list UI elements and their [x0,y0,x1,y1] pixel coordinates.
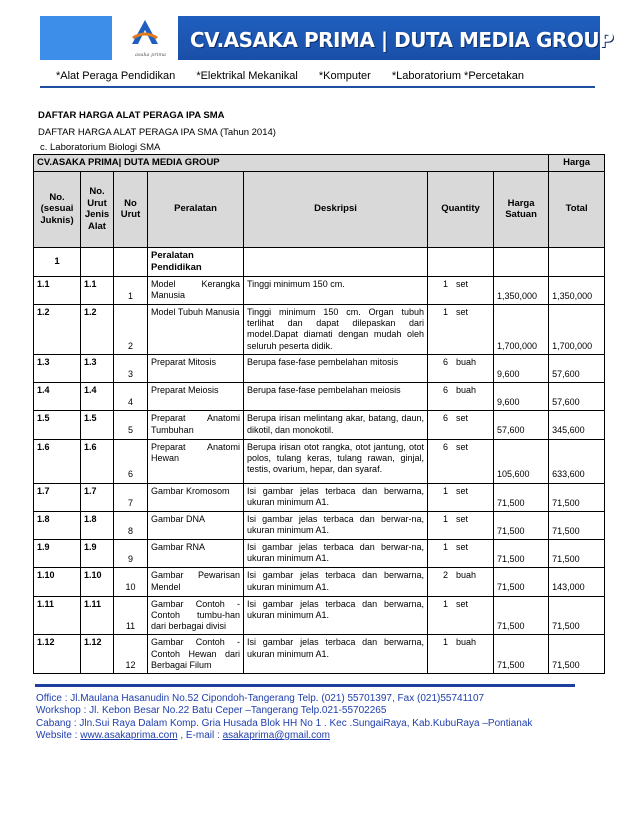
row-urut-number: 10 [114,568,148,596]
quantity-value: 6 [443,385,449,396]
email-label: , E-mail : [177,729,223,741]
footer [36,693,532,742]
footer-divider [35,684,575,687]
row-urut-number: 2 [114,304,148,354]
table-row [34,568,605,596]
quantity-value: 1 [443,306,449,317]
row-peralatan: Model Tubuh Manusia [148,304,244,354]
quantity-value: 1 [443,513,449,524]
row-jenis-number: 1.6 [81,439,114,483]
price-table [33,154,605,674]
row-deskripsi: Berupa irisan melintang akar, batang, daun, dikotil, dan monokotil. [244,411,428,439]
header-banner [40,12,614,64]
quantity-unit: buah [456,637,477,648]
row-urut-number: 4 [114,383,148,411]
row-jenis-number: 1.9 [81,540,114,568]
row-peralatan: Preparat Meiosis [148,383,244,411]
table-row [34,483,605,511]
row-deskripsi: Isi gambar jelas terbaca dan berwar-na, ukuran minimum A1. [244,540,428,568]
row-number: 1.6 [34,439,81,483]
row-jenis-number: 1.1 [81,276,114,304]
tagline-item: *Laboratorium *Percetakan [391,70,524,82]
quantity-value: 6 [443,356,449,367]
row-total: 1,700,000 [549,304,605,354]
quantity-value: 2 [443,570,449,581]
row-total: 633,600 [549,439,605,483]
quantity-unit: set [456,513,469,524]
row-quantity [428,596,494,635]
row-number: 1.9 [34,540,81,568]
row-harga-satuan: 105,600 [494,439,549,483]
row-deskripsi: Isi gambar jelas terbaca dan berwarna, ukuran minimum A1. [244,483,428,511]
row-deskripsi: Berupa fase-fase pembelahan meiosis [244,383,428,411]
table-row [34,411,605,439]
row-quantity [428,540,494,568]
row-harga-satuan: 9,600 [494,354,549,382]
table-row [34,304,605,354]
col-header-deskripsi: Deskripsi [244,171,428,247]
row-peralatan: Model Kerangka Manusia [148,276,244,304]
row-urut-number: 6 [114,439,148,483]
document-title: DAFTAR HARGA ALAT PERAGA IPA SMA [38,110,225,121]
row-harga-satuan: 57,600 [494,411,549,439]
group-number: 1 [34,247,81,276]
table-row [34,383,605,411]
row-peralatan: Gambar Contoh - Contoh tumbu-han dari berbagai divisi [148,596,244,635]
group-label: Peralatan Pendidikan [148,247,244,276]
quantity-unit: set [456,542,469,553]
row-total: 345,600 [549,411,605,439]
row-quantity [428,439,494,483]
row-number: 1.3 [34,354,81,382]
tagline-item: *Alat Peraga Pendidikan [56,70,176,82]
group-row [34,247,605,276]
company-logo-icon [130,18,160,48]
row-quantity [428,383,494,411]
row-jenis-number: 1.10 [81,568,114,596]
row-urut-number: 11 [114,596,148,635]
footer-workshop: Workshop : Jl. Kebon Besar No.22 Batu Ceper –Tangerang Telp.021-55702265 [36,705,387,717]
row-harga-satuan: 1,350,000 [494,276,549,304]
row-jenis-number: 1.12 [81,635,114,674]
row-jenis-number: 1.11 [81,596,114,635]
footer-contact [36,730,532,742]
row-peralatan: Gambar Kromosom [148,483,244,511]
row-total: 1,350,000 [549,276,605,304]
row-quantity [428,635,494,674]
footer-cabang: Cabang : Jln.Sui Raya Dalam Komp. Gria Husada Blok HH No 1 . Kec .SungaiRaya, Kab.KubuRaya –Pontianak [36,717,533,729]
row-harga-satuan: 71,500 [494,540,549,568]
quantity-value: 1 [443,485,449,496]
row-jenis-number: 1.2 [81,304,114,354]
row-urut-number: 1 [114,276,148,304]
row-total: 57,600 [549,383,605,411]
col-header-no-urut: No Urut [114,171,148,247]
tagline [56,70,596,82]
row-total: 71,500 [549,540,605,568]
row-number: 1.5 [34,411,81,439]
row-deskripsi: Isi gambar jelas terbaca dan berwarna, ukuran minimum A1. [244,635,428,674]
row-peralatan: Gambar DNA [148,511,244,539]
row-peralatan: Preparat Anatomi Hewan [148,439,244,483]
logo-caption: asaka prima [135,52,167,58]
row-quantity [428,411,494,439]
row-jenis-number: 1.7 [81,483,114,511]
website-link[interactable]: www.asakaprima.com [80,729,178,741]
col-header-total: Total [549,171,605,247]
row-deskripsi: Tinggi minimum 150 cm. [244,276,428,304]
tagline-item: *Komputer [318,70,371,82]
row-urut-number: 7 [114,483,148,511]
row-peralatan: Gambar Pewarisan Mendel [148,568,244,596]
quantity-unit: buah [456,570,477,581]
row-deskripsi: Berupa fase-fase pembelahan mitosis [244,354,428,382]
quantity-value: 1 [443,278,449,289]
row-quantity [428,354,494,382]
quantity-unit: set [456,306,469,317]
row-quantity [428,568,494,596]
row-harga-satuan: 71,500 [494,596,549,635]
row-urut-number: 12 [114,635,148,674]
quantity-unit: set [456,598,469,609]
row-urut-number: 8 [114,511,148,539]
row-urut-number: 5 [114,411,148,439]
row-deskripsi: Tinggi minimum 150 cm. Organ tubuh terlihat dan dapat dilepaskan dari model.Dapat diamati dengan mudah oleh seluruh peserta didik. [244,304,428,354]
row-urut-number: 9 [114,540,148,568]
row-harga-satuan: 71,500 [494,568,549,596]
quantity-unit: set [456,278,469,289]
tagline-item: *Elektrikal Mekanikal [196,70,298,82]
brand-name: CV.ASAKA PRIMA | DUTA MEDIA GROUP [190,28,614,52]
row-number: 1.11 [34,596,81,635]
banner-accent [40,16,120,60]
col-header-harga-satuan: Harga Satuan [494,171,549,247]
row-quantity [428,483,494,511]
row-peralatan: Gambar RNA [148,540,244,568]
document-subtitle: DAFTAR HARGA ALAT PERAGA IPA SMA (Tahun 2014) [38,127,276,138]
tagline-divider [40,86,595,88]
row-deskripsi: Isi gambar jelas terbaca dan berwarna, ukuran minimum A1. [244,568,428,596]
table-row [34,511,605,539]
quantity-value: 1 [443,542,449,553]
row-deskripsi: Isi gambar jelas terbaca dan berwar-na, ukuran minimum A1. [244,511,428,539]
row-total: 71,500 [549,511,605,539]
table-row [34,596,605,635]
row-total: 57,600 [549,354,605,382]
row-harga-satuan: 71,500 [494,483,549,511]
row-number: 1.7 [34,483,81,511]
company-header: CV.ASAKA PRIMA| DUTA MEDIA GROUP [34,155,549,172]
table-row [34,635,605,674]
row-jenis-number: 1.3 [81,354,114,382]
footer-office: Office : Jl.Maulana Hasanudin No.52 Cipondoh-Tangerang Telp. (021) 55701397, Fax (021)55741107 [36,693,485,704]
table-row [34,540,605,568]
row-jenis-number: 1.5 [81,411,114,439]
quantity-unit: buah [456,385,477,396]
harga-header: Harga [549,155,605,172]
row-harga-satuan: 71,500 [494,635,549,674]
quantity-unit: set [456,441,469,452]
row-total: 143,000 [549,568,605,596]
row-total: 71,500 [549,483,605,511]
col-header-no-urut-jenis: No. Urut Jenis Alat [81,171,114,247]
row-jenis-number: 1.8 [81,511,114,539]
row-number: 1.2 [34,304,81,354]
row-peralatan: Preparat Anatomi Tumbuhan [148,411,244,439]
col-header-quantity: Quantity [428,171,494,247]
table-row [34,354,605,382]
row-quantity [428,304,494,354]
row-deskripsi: Berupa irisan otot rangka, otot jantung, otot polos, tulang keras, tulang rawan, ginjal, testis, ovarium, hepar, dan syaraf. [244,439,428,483]
row-number: 1.4 [34,383,81,411]
row-harga-satuan: 71,500 [494,511,549,539]
row-jenis-number: 1.4 [81,383,114,411]
row-harga-satuan: 1,700,000 [494,304,549,354]
quantity-unit: set [456,485,469,496]
row-peralatan: Gambar Contoh - Contoh Hewan dari Berbagai Filum [148,635,244,674]
email-link[interactable]: asakaprima@gmail.com [222,729,330,741]
row-peralatan: Preparat Mitosis [148,354,244,382]
row-quantity [428,276,494,304]
quantity-value: 6 [443,441,449,452]
document-section: c. Laboratorium Biologi SMA [40,142,161,153]
row-number: 1.8 [34,511,81,539]
row-number: 1.12 [34,635,81,674]
col-header-peralatan: Peralatan [148,171,244,247]
row-total: 71,500 [549,635,605,674]
row-quantity [428,511,494,539]
quantity-unit: buah [456,356,477,367]
table-row [34,439,605,483]
quantity-value: 1 [443,637,449,648]
row-number: 1.10 [34,568,81,596]
col-header-no: No. (sesuai Juknis) [34,171,81,247]
row-number: 1.1 [34,276,81,304]
quantity-unit: set [456,413,469,424]
row-harga-satuan: 9,600 [494,383,549,411]
website-label: Website : [36,729,81,741]
row-total: 71,500 [549,596,605,635]
table-row [34,276,605,304]
row-deskripsi: Isi gambar jelas terbaca dan berwarna, ukuran minimum A1. [244,596,428,635]
quantity-value: 6 [443,413,449,424]
row-urut-number: 3 [114,354,148,382]
quantity-value: 1 [443,598,449,609]
